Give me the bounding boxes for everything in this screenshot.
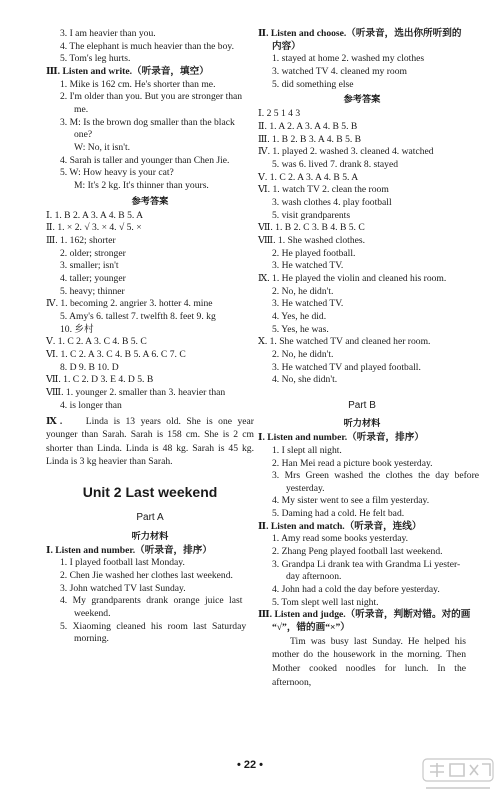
text-line: 4. Yes, he did. [272, 310, 327, 322]
text-line: 1. I slept all night. [272, 444, 342, 456]
text-line: 3. Grandpa Li drank tea with Grandma Li yester- [272, 558, 461, 570]
text-line: 2. Han Mei read a picture book yesterday. [272, 457, 433, 469]
text-line: day afternoon. [286, 571, 342, 583]
right-answers [258, 108, 466, 386]
text-line: W: No, it isn't. [74, 141, 131, 153]
left-material [46, 545, 254, 646]
text-line: Ⅰ. 1. B 2. A 3. A 4. B 5. A [46, 209, 144, 221]
text-line: 5. Yes, he was. [272, 323, 329, 335]
text-line: Ⅰ. Listen and number.（听录音，排序） [258, 432, 424, 444]
text-line: 5. Xiaoming cleaned his room last Saturday [60, 620, 247, 632]
text-line: 1. Mike is 162 cm. He's shorter than me. [60, 78, 216, 90]
text-line: 内容） [272, 40, 301, 52]
text-line: 5. heavy; thinner [60, 285, 125, 297]
text-line: 4. Sarah is taller and younger than Chen Jie. [60, 154, 230, 166]
text-line: 2. older; stronger [60, 247, 126, 259]
text-line: Ⅲ. 1. 162; shorter [46, 234, 116, 246]
text-line: me. [74, 103, 89, 115]
right-listening-lines [258, 28, 466, 91]
text-line: Ⅱ. 1. × 2. √ 3. × 4. √ 5. × [46, 222, 142, 234]
part-a-heading: Part A [136, 512, 164, 524]
text-line: weekend. [74, 608, 111, 620]
text-line: “√”，错的画“×”） [272, 622, 350, 634]
text-line: 5. Amy's 6. tallest 7. twelfth 8. feet 9. kg [60, 310, 216, 322]
text-line: Ⅶ. 1. B 2. C 3. B 4. B 5. C [258, 222, 365, 234]
text-line: 8. D 9. B 10. D [60, 361, 119, 373]
text-line: 4. My sister went to see a film yesterday. [272, 495, 430, 507]
text-line: 4. My grandparents drank orange juice last [60, 595, 243, 607]
text-line: 2. No, he didn't. [272, 285, 334, 297]
text-line: yesterday. [286, 482, 325, 494]
text-line: 3. I am heavier than you. [60, 28, 156, 39]
text-line: 3. M: Is the brown dog smaller than the black [60, 116, 235, 128]
watermark-logo-icon [422, 758, 494, 794]
text-line: Ⅸ. 1. He played the violin and cleaned his room. [258, 272, 447, 284]
text-line: 5. did something else [272, 78, 354, 90]
text-line: 2. He played football. [272, 247, 356, 259]
text-line: Ⅴ. 1. C 2. A 3. A 4. B 5. A [258, 171, 359, 183]
left-listening-lines [46, 28, 254, 193]
text-line: Ⅴ. 1. C 2. A 3. C 4. B 5. C [46, 336, 147, 348]
text-line: Ⅳ. 1. becoming 2. angrier 3. hotter 4. mine [46, 298, 213, 310]
text-line: Ⅱ. Listen and choose.（听录音，选出你所听到的 [258, 28, 462, 39]
text-line: Ⅷ. 1. She washed clothes. [258, 234, 366, 246]
right-material-title: 听力材料 [343, 418, 381, 430]
text-line: M: It's 2 kg. It's thinner than yours. [74, 179, 209, 191]
text-line: 3. He watched TV and played football. [272, 361, 421, 373]
text-line: 5. visit grandparents [272, 209, 351, 221]
left-answers [46, 210, 254, 413]
text-line: 4. taller; younger [60, 272, 126, 284]
text-line: Ⅷ. 1. younger 2. smaller than 3. heavier than [46, 386, 226, 398]
text-line: 3. watched TV 4. cleaned my room [272, 65, 407, 77]
unit-title: Unit 2 Last weekend [82, 484, 218, 500]
text-line: Ⅰ. 2 5 1 4 3 [258, 108, 301, 120]
text-line: Ⅰ. Listen and number.（听录音，排序） [46, 544, 212, 556]
text-line: Ⅱ. 1. A 2. A 3. A 4. B 5. B [258, 121, 358, 133]
text-line: 4. is longer than [60, 399, 122, 411]
text-line: 3. He watched TV. [272, 298, 344, 310]
text-line: Ⅲ. Listen and judge.（听录音，判断对错。对的画 [258, 609, 471, 621]
text-line: 5. Tom slept well last night. [272, 596, 379, 608]
text-line: 3. John watched TV last Sunday. [60, 582, 186, 594]
text-line: Ⅳ. 1. played 2. washed 3. cleaned 4. watched [258, 146, 434, 158]
text-line: 5. Daming had a cold. He felt bad. [272, 508, 405, 520]
left-column [46, 28, 254, 646]
text-line: 5. Tom's leg hurts. [60, 53, 131, 65]
text-line: 4. John had a cold the day before yesterday. [272, 584, 440, 596]
text-line: Ⅶ. 1. C 2. D 3. E 4. D 5. B [46, 374, 154, 386]
ix-text: Linda is 13 years old. She is one year younger than Sarah. Sarah is 158 cm. She is 2 cm shorter than Linda. Linda is 48 kg. Sarah is 45 kg. Linda is 3 kg heavier than Sarah. [46, 415, 254, 468]
text-line: 1. Amy read some books yesterday. [272, 533, 409, 545]
text-line: 2. Chen Jie washed her clothes last weekend. [60, 570, 233, 582]
text-line: Ⅵ. 1. C 2. A 3. C 4. B 5. A 6. C 7. C [46, 348, 186, 360]
text-line: 4. No, she didn't. [272, 374, 338, 386]
text-line: 5. was 6. lived 7. drank 8. stayed [272, 159, 399, 171]
text-line: 10. 乡村 [60, 323, 94, 335]
part-b-heading: Part B [348, 399, 376, 411]
text-line: 1. I played football last Monday. [60, 557, 185, 569]
text-line: 3. Mrs Green washed the clothes the day before [272, 470, 480, 482]
text-line: 3. smaller; isn't [60, 260, 119, 272]
left-material-title: 听力材料 [131, 530, 169, 542]
text-line: one? [74, 129, 93, 141]
text-line: 4. The elephant is much heavier than the boy. [60, 40, 234, 52]
text-line: morning. [74, 633, 109, 645]
text-line: 2. Zhang Peng played football last weekend. [272, 546, 443, 558]
right-answers-title: 参考答案 [343, 94, 381, 106]
ix-label: Ⅸ. [46, 415, 63, 427]
text-line: 5. W: How heavy is your cat? [60, 167, 174, 179]
text-line: Ⅲ. 1. B 2. B 3. A 4. B 5. B [258, 133, 362, 145]
text-line: 3. wash clothes 4. play football [272, 197, 392, 209]
right-column [258, 28, 480, 689]
page-number: • 22 • [236, 759, 264, 771]
text-line: 2. I'm older than you. But you are stronger than [60, 91, 243, 103]
text-line: 1. stayed at home 2. washed my clothes [272, 53, 425, 65]
text-line: Ⅱ. Listen and match.（听录音，连线） [258, 520, 422, 532]
right-material [258, 432, 480, 635]
text-line: 2. No, he didn't. [272, 348, 334, 360]
text-line: Ⅵ. 1. watch TV 2. clean the room [258, 184, 389, 196]
text-line: Ⅹ. 1. She watched TV and cleaned her room. [258, 336, 431, 348]
text-line: Ⅲ. Listen and write.（听录音，填空） [46, 65, 209, 77]
left-answers-title: 参考答案 [131, 195, 169, 207]
right-paragraph: Tim was busy last Sunday. He helped his mother do the housework in the morning. Then Mother cooked noodles for lunch. In the afternoon, [272, 635, 466, 688]
ix-paragraph [46, 415, 254, 469]
text-line: 3. He watched TV. [272, 260, 344, 272]
